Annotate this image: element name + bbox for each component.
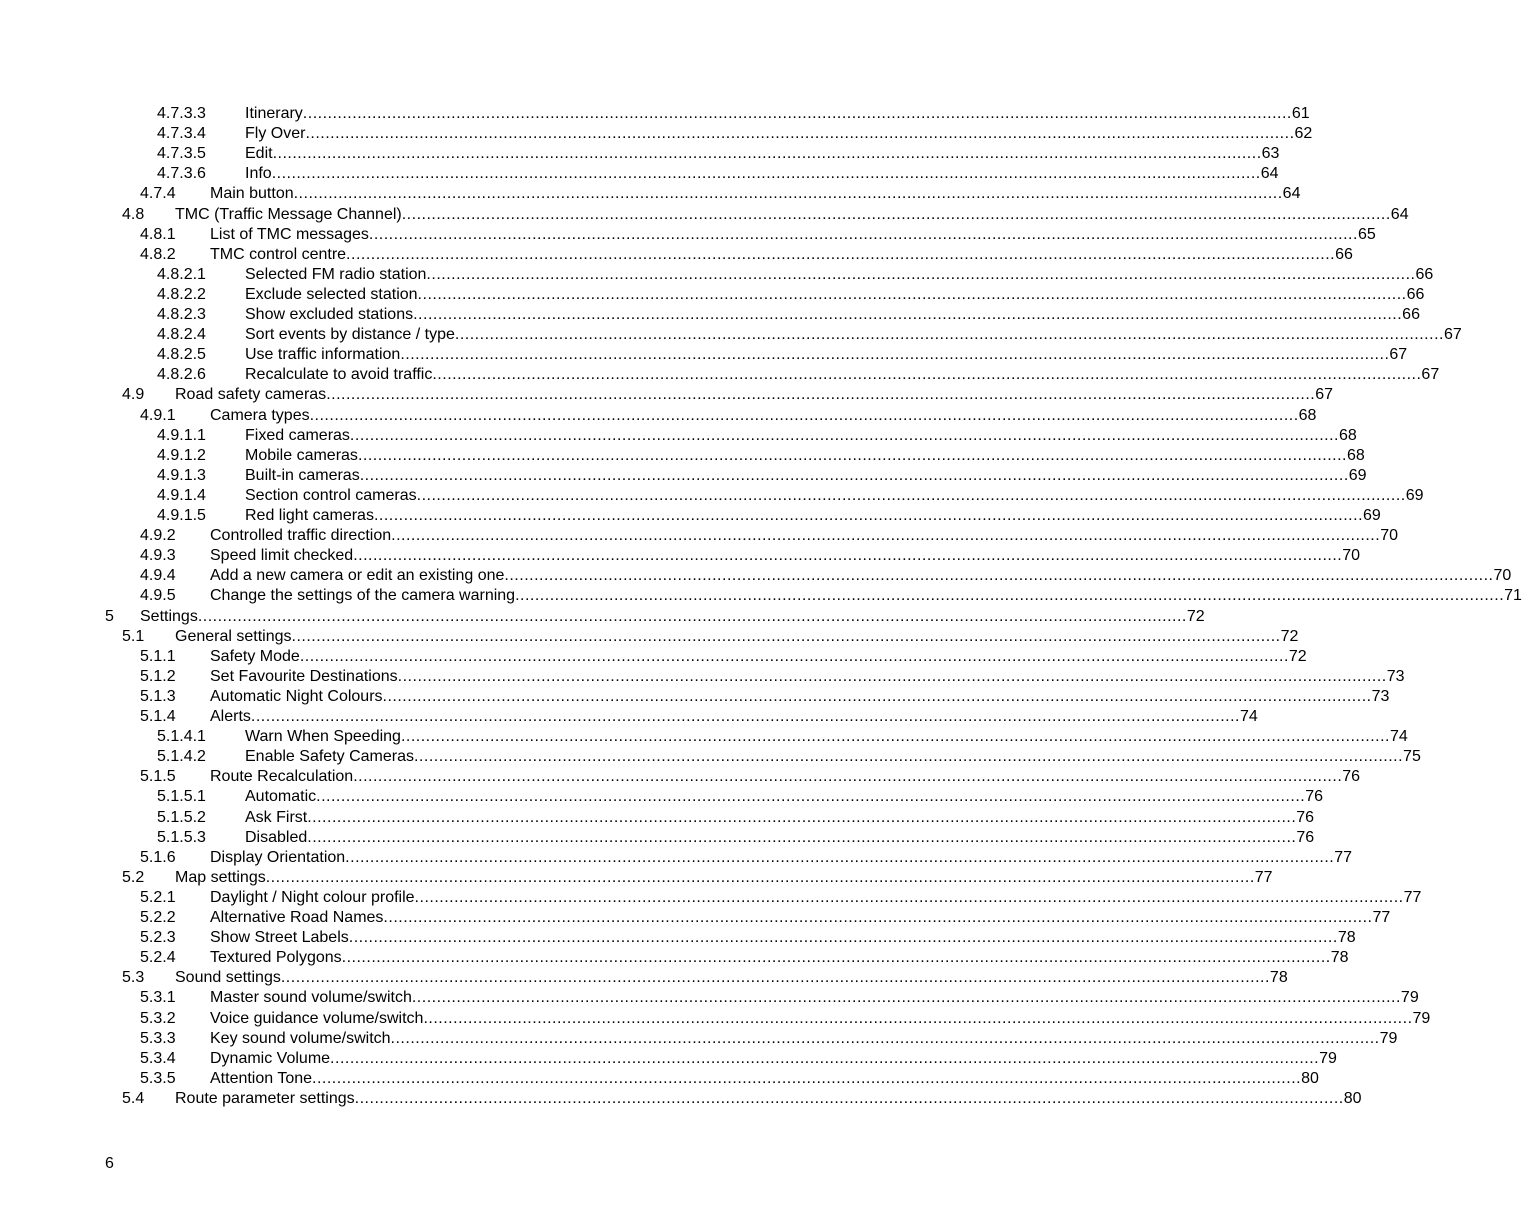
toc-entry[interactable] — [0, 546, 1361, 566]
toc-entry-page: 70 — [1493, 567, 1512, 585]
toc-entry-number: 5.1.5.3 — [157, 828, 206, 846]
toc-entry-number: 4.8.2.3 — [157, 306, 206, 323]
toc-entry[interactable] — [0, 586, 1522, 606]
toc-entry-number: 4.7.4 — [140, 185, 176, 203]
toc-entry-page: 68 — [1347, 446, 1365, 464]
toc-dot-leader: ........................................................................................................................................................................................................ — [417, 285, 1407, 303]
toc-entry-page: 78 — [1330, 949, 1349, 967]
toc-entry-title: Exclude selected station — [245, 285, 418, 303]
toc-entry-title: Fly Over — [245, 125, 306, 143]
toc-entry-title: TMC (Traffic Message Channel) — [175, 205, 402, 223]
toc-entry[interactable] — [0, 144, 1280, 164]
toc-entry-title: General settings — [175, 627, 292, 645]
toc-entry[interactable] — [0, 526, 1398, 546]
toc-entry-title: Red light cameras — [245, 507, 374, 524]
toc-entry-page: 67 — [1389, 346, 1408, 364]
toc-entry-number: 5.1.3 — [140, 687, 176, 705]
toc-entry-title: Voice guidance volume/switch — [210, 1009, 424, 1027]
toc-entry-page: 76 — [1342, 768, 1361, 786]
toc-dot-leader: ........................................................................................................................................................................................................ — [299, 647, 1289, 665]
toc-dot-leader: ........................................................................................................................................................................................................ — [357, 446, 1347, 464]
toc-dot-leader: ........................................................................................................................................................................................................ — [411, 989, 1401, 1007]
toc-dot-leader: ........................................................................................................................................................................................................ — [280, 969, 1270, 987]
toc-dot-leader: ........................................................................................................................................................................................................ — [271, 165, 1261, 183]
toc-entry-page: 65 — [1357, 225, 1376, 243]
toc-entry[interactable] — [0, 968, 1288, 988]
toc-entry[interactable] — [0, 406, 1317, 426]
toc-entry-number: 5.3.1 — [140, 989, 176, 1007]
toc-entry-number: 5.1.4 — [140, 708, 176, 725]
toc-entry[interactable] — [0, 607, 1205, 627]
toc-entry-page: 63 — [1261, 145, 1280, 163]
toc-entry-number: 4.8.1 — [140, 225, 176, 243]
toc-entry-page: 66 — [1402, 306, 1420, 323]
toc-dot-leader: ........................................................................................................................................................................................................ — [341, 949, 1331, 967]
toc-entry-page: 64 — [1282, 185, 1301, 203]
toc-entry-title: Enable Safety Cameras — [245, 748, 414, 766]
toc-entry-title: TMC control centre — [210, 245, 347, 263]
toc-dot-leader: ........................................................................................................................................................................................................ — [504, 567, 1494, 585]
toc-dot-leader: ........................................................................................................................................................................................................ — [432, 366, 1422, 384]
toc-entry-title: Attention Tone — [210, 1069, 313, 1087]
toc-entry-title: Fixed cameras — [245, 426, 350, 444]
toc-entry-title: Selected FM radio station — [245, 265, 427, 283]
toc-entry[interactable] — [0, 888, 1422, 908]
toc-entry-number: 4.8.2 — [140, 245, 176, 263]
toc-entry[interactable] — [0, 466, 1367, 486]
toc-entry-page: 79 — [1379, 1029, 1398, 1047]
toc-entry[interactable] — [0, 948, 1349, 968]
toc-entry-number: 4.9.5 — [140, 587, 176, 605]
toc-entry-number: 5.3.3 — [140, 1029, 176, 1047]
toc-dot-leader: ........................................................................................................................................................................................................ — [515, 587, 1505, 605]
toc-entry-number: 4.8.2.4 — [157, 326, 206, 344]
toc-entry-title: Key sound volume/switch — [210, 1029, 391, 1047]
toc-entry-page: 66 — [1406, 285, 1425, 303]
toc-entry-page: 79 — [1412, 1009, 1431, 1027]
toc-entry[interactable] — [0, 848, 1353, 868]
toc-dot-leader: ........................................................................................................................................................................................................ — [414, 888, 1404, 906]
toc-dot-leader: ........................................................................................................................................................................................................ — [293, 185, 1283, 203]
toc-entry-page: 67 — [1421, 366, 1440, 384]
toc-entry-number: 5.1.2 — [140, 667, 176, 685]
toc-dot-leader: ........................................................................................................................................................................................................ — [416, 486, 1406, 504]
toc-entry-title: Road safety cameras — [175, 386, 327, 404]
toc-entry-page: 75 — [1403, 748, 1421, 766]
toc-entry-number: 4.8 — [122, 205, 145, 223]
toc-dot-leader: ........................................................................................................................................................................................................ — [382, 687, 1372, 705]
toc-dot-leader: ........................................................................................................................................................................................................ — [305, 125, 1295, 143]
toc-entry-title: Master sound volume/switch — [210, 989, 412, 1007]
toc-entry-title: Route Recalculation — [210, 768, 354, 786]
toc-dot-leader: ........................................................................................................................................................................................................ — [359, 466, 1349, 484]
toc-entry-title: Main button — [210, 185, 294, 203]
toc-entry[interactable] — [0, 124, 1313, 144]
toc-entry-page: 80 — [1301, 1069, 1319, 1087]
toc-entry-number: 5.1.5.2 — [157, 808, 206, 826]
toc-dot-leader: ........................................................................................................................................................................................................ — [309, 406, 1299, 424]
toc-entry-page: 72 — [1288, 647, 1307, 665]
toc-entry[interactable] — [0, 385, 1334, 405]
toc-dot-leader: ........................................................................................................................................................................................................ — [197, 607, 1187, 625]
toc-dot-leader: ........................................................................................................................................................................................................ — [454, 326, 1444, 344]
toc-entry-page: 69 — [1363, 507, 1381, 524]
toc-entry-page: 73 — [1386, 667, 1405, 685]
toc-dot-leader: ........................................................................................................................................................................................................ — [346, 245, 1336, 263]
toc-dot-leader: ........................................................................................................................................................................................................ — [413, 748, 1404, 766]
toc-entry-title: Speed limit checked — [210, 547, 354, 565]
toc-entry-number: 5.3.4 — [140, 1049, 176, 1067]
toc-entry-title: Recalculate to avoid traffic — [245, 366, 433, 384]
toc-entry-number: 5.1.1 — [140, 647, 176, 665]
page-number: 6 — [105, 1155, 114, 1172]
toc-entry-title: Ask First — [245, 808, 308, 826]
toc-entry-page: 79 — [1400, 989, 1419, 1007]
toc-entry-number: 4.9.1.4 — [157, 486, 206, 504]
toc-entry-number: 5 — [105, 607, 114, 625]
toc-entry-title: Daylight / Night colour profile — [210, 888, 415, 906]
toc-dot-leader: ........................................................................................................................................................................................................ — [307, 808, 1297, 826]
toc-entry[interactable] — [0, 1009, 1431, 1029]
toc-entry-page: 67 — [1443, 326, 1462, 344]
toc-entry-page: 72 — [1280, 627, 1299, 645]
toc-entry-title: Sound settings — [175, 969, 281, 987]
toc-dot-leader: ........................................................................................................................................................................................................ — [316, 788, 1306, 806]
toc-dot-leader: ........................................................................................................................................................................................................ — [307, 828, 1297, 846]
toc-entry-number: 4.7.3.6 — [157, 165, 206, 183]
toc-entry-number: 4.8.2.2 — [157, 285, 206, 303]
toc-dot-leader: ........................................................................................................................................................................................................ — [348, 929, 1338, 947]
toc-entry-title: Alternative Road Names — [210, 909, 384, 926]
toc-entry[interactable] — [0, 988, 1419, 1008]
toc-entry[interactable] — [0, 1069, 1319, 1089]
toc-entry-page: 74 — [1239, 708, 1258, 725]
toc-entry-number: 5.1.5 — [140, 768, 176, 786]
toc-dot-leader: ........................................................................................................................................................................................................ — [397, 667, 1387, 685]
toc-entry-page: 66 — [1335, 245, 1353, 263]
toc-entry-number: 5.2.4 — [140, 949, 176, 967]
toc-entry-page: 77 — [1334, 848, 1353, 866]
toc-entry-number: 4.9.1.2 — [157, 446, 206, 464]
toc-entry-page: 69 — [1348, 466, 1367, 484]
toc-entry-page: 70 — [1380, 527, 1398, 545]
toc-entry-title: Safety Mode — [210, 647, 300, 665]
toc-entry-page: 62 — [1294, 125, 1313, 143]
toc-dot-leader: ........................................................................................................................................................................................................ — [413, 306, 1403, 323]
toc-entry-page: 77 — [1254, 868, 1273, 886]
toc-entry-number: 4.8.2.6 — [157, 366, 206, 384]
toc-entry[interactable] — [0, 365, 1440, 385]
toc-entry-number: 4.9.1.5 — [157, 507, 206, 524]
toc-entry-number: 4.7.3.3 — [157, 105, 206, 122]
toc-entry-number: 5.2 — [122, 868, 145, 886]
toc-entry-page: 72 — [1186, 607, 1205, 625]
toc-entry[interactable] — [0, 647, 1307, 667]
toc-dot-leader: ........................................................................................................................................................................................................ — [272, 145, 1262, 163]
toc-entry-page: 71 — [1504, 587, 1522, 605]
toc-entry-number: 5.1.5.1 — [157, 788, 206, 806]
toc-dot-leader: ........................................................................................................................................................................................................ — [291, 627, 1281, 645]
toc-entry[interactable] — [0, 1089, 1362, 1109]
toc-entry[interactable] — [0, 627, 1299, 647]
toc-entry-title: Warn When Speeding — [245, 728, 401, 746]
toc-entry-title: Disabled — [245, 828, 308, 846]
toc-dot-leader: ........................................................................................................................................................................................................ — [312, 1069, 1302, 1087]
toc-entry-number: 5.3 — [122, 969, 145, 987]
toc-entry-title: Info — [245, 165, 272, 183]
toc-entry-page: 76 — [1305, 788, 1323, 806]
toc-entry-title: Map settings — [175, 868, 266, 886]
toc-entry[interactable] — [0, 245, 1353, 265]
toc-entry-page: 70 — [1342, 547, 1361, 565]
toc-entry-number: 4.9.3 — [140, 547, 176, 565]
toc-entry-title: Alerts — [210, 708, 251, 725]
toc-entry[interactable] — [0, 325, 1462, 345]
toc-entry-title: Set Favourite Destinations — [210, 667, 398, 685]
toc-entry[interactable] — [0, 205, 1409, 225]
toc-entry-page: 61 — [1291, 105, 1310, 122]
toc-entry-page: 77 — [1372, 909, 1391, 926]
toc-entry-title: Show Street Labels — [210, 929, 349, 947]
toc-dot-leader: ........................................................................................................................................................................................................ — [330, 1049, 1320, 1067]
toc-entry-number: 4.9.1.3 — [157, 466, 206, 484]
toc-entry-number: 5.2.3 — [140, 929, 176, 947]
toc-entry[interactable] — [0, 265, 1434, 285]
toc-dot-leader: ........................................................................................................................................................................................................ — [391, 527, 1381, 545]
toc-entry-title: Settings — [140, 607, 198, 625]
toc-entry-title: Built-in cameras — [245, 466, 360, 484]
toc-entry-title: Itinerary — [245, 105, 303, 122]
toc-entry[interactable] — [0, 426, 1357, 446]
toc-entry-title: Textured Polygons — [210, 949, 342, 967]
toc-entry-number: 4.9.2 — [140, 527, 176, 545]
toc-entry-number: 5.1 — [122, 627, 145, 645]
toc-entry[interactable] — [0, 808, 1315, 828]
toc-entry[interactable] — [0, 1049, 1337, 1069]
toc-entry[interactable] — [0, 285, 1425, 305]
toc-entry-title: Camera types — [210, 406, 310, 424]
toc-entry-title: Change the settings of the camera warning — [210, 587, 516, 605]
toc-dot-leader: ........................................................................................................................................................................................................ — [401, 205, 1391, 223]
toc-entry-title: Show excluded stations — [245, 306, 414, 323]
toc-entry-number: 5.4 — [122, 1089, 145, 1107]
toc-entry-title: Controlled traffic direction — [210, 527, 392, 545]
toc-entry-page: 64 — [1260, 165, 1279, 183]
toc-entry-page: 68 — [1338, 426, 1357, 444]
toc-entry-title: Add a new camera or edit an existing one — [210, 567, 505, 585]
toc-entry[interactable] — [0, 566, 1512, 586]
toc-dot-leader: ........................................................................................................................................................................................................ — [326, 386, 1316, 404]
toc-entry-page: 66 — [1415, 265, 1434, 283]
toc-entry-title: List of TMC messages — [210, 225, 369, 243]
toc-dot-leader: ........................................................................................................................................................................................................ — [265, 868, 1255, 886]
toc-entry[interactable] — [0, 747, 1421, 767]
toc-entry-number: 5.2.2 — [140, 909, 176, 926]
toc-entry-number: 5.1.6 — [140, 848, 176, 866]
toc-entry-number: 4.7.3.5 — [157, 145, 206, 163]
toc-entry-page: 73 — [1371, 687, 1390, 705]
toc-entry[interactable] — [0, 506, 1381, 526]
toc-entry[interactable] — [0, 225, 1376, 245]
toc-entry-page: 76 — [1296, 808, 1315, 826]
toc-entry-page: 78 — [1337, 929, 1356, 947]
toc-entry[interactable] — [0, 928, 1356, 948]
toc-dot-leader: ........................................................................................................................................................................................................ — [354, 1089, 1344, 1107]
toc-entry-number: 5.3.5 — [140, 1069, 176, 1087]
toc-entry-title: Use traffic information — [245, 346, 401, 364]
toc-entry-number: 4.8.2.1 — [157, 265, 206, 283]
toc-entry[interactable] — [0, 446, 1365, 466]
toc-dot-leader: ........................................................................................................................................................................................................ — [400, 346, 1390, 364]
toc-dot-leader: ........................................................................................................................................................................................................ — [373, 507, 1364, 524]
toc-entry-title: Dynamic Volume — [210, 1049, 331, 1067]
toc-entry-number: 5.3.2 — [140, 1009, 176, 1027]
toc-dot-leader: ........................................................................................................................................................................................................ — [345, 848, 1335, 866]
toc-dot-leader: ........................................................................................................................................................................................................ — [423, 1009, 1413, 1027]
toc-entry[interactable] — [0, 104, 1310, 124]
toc-entry[interactable] — [0, 828, 1315, 848]
toc-entry[interactable] — [0, 345, 1408, 365]
toc-entry[interactable] — [0, 787, 1323, 807]
toc-entry-number: 5.2.1 — [140, 888, 176, 906]
toc-entry-number: 4.7.3.4 — [157, 125, 206, 143]
toc-entry-page: 80 — [1343, 1089, 1362, 1107]
toc-entry-title: Automatic — [245, 788, 317, 806]
toc-dot-leader: ........................................................................................................................................................................................................ — [368, 225, 1358, 243]
toc-entry[interactable] — [0, 908, 1391, 928]
toc-entry[interactable] — [0, 667, 1405, 687]
toc-entry[interactable] — [0, 305, 1420, 325]
toc-entry-page: 79 — [1319, 1049, 1337, 1067]
toc-entry-title: Edit — [245, 145, 273, 163]
toc-entry-page: 74 — [1390, 728, 1408, 746]
toc-entry[interactable] — [0, 868, 1273, 888]
toc-dot-leader: ........................................................................................................................................................................................................ — [353, 768, 1343, 786]
toc-entry-number: 5.1.4.2 — [157, 748, 206, 766]
toc-entry-number: 4.9.1 — [140, 406, 176, 424]
toc-entry-title: Section control cameras — [245, 486, 417, 504]
toc-entry[interactable] — [0, 164, 1279, 184]
toc-dot-leader: ........................................................................................................................................................................................................ — [302, 105, 1292, 122]
toc-entry[interactable] — [0, 767, 1361, 787]
toc-entry-page: 76 — [1296, 828, 1315, 846]
toc-entry-page: 69 — [1405, 486, 1424, 504]
toc-dot-leader: ........................................................................................................................................................................................................ — [400, 728, 1390, 746]
toc-entry-page: 67 — [1315, 386, 1334, 404]
toc-dot-leader: ........................................................................................................................................................................................................ — [250, 708, 1240, 725]
toc-entry-title: Display Orientation — [210, 848, 346, 866]
toc-dot-leader: ........................................................................................................................................................................................................ — [349, 426, 1339, 444]
toc-dot-leader: ........................................................................................................................................................................................................ — [383, 909, 1373, 926]
toc-entry-page: 77 — [1403, 888, 1422, 906]
toc-entry-page: 78 — [1269, 969, 1288, 987]
toc-entry[interactable] — [0, 486, 1424, 506]
toc-entry-title: Mobile cameras — [245, 446, 358, 464]
toc-entry[interactable] — [0, 184, 1301, 204]
toc-entry[interactable] — [0, 687, 1390, 707]
toc-entry-number: 5.1.4.1 — [157, 728, 206, 746]
toc-entry[interactable] — [0, 727, 1408, 747]
toc-entry[interactable] — [0, 1029, 1398, 1049]
toc-entry-number: 4.9.1.1 — [157, 426, 206, 444]
toc-entry-title: Automatic Night Colours — [210, 687, 383, 705]
toc-entry[interactable] — [0, 707, 1258, 727]
toc-dot-leader: ........................................................................................................................................................................................................ — [353, 547, 1343, 565]
toc-entry-number: 4.9.4 — [140, 567, 176, 585]
toc-entry-title: Sort events by distance / type — [245, 326, 455, 344]
toc-entry-page: 68 — [1298, 406, 1317, 424]
toc-entry-title: Route parameter settings — [175, 1089, 355, 1107]
toc-dot-leader: ........................................................................................................................................................................................................ — [390, 1029, 1380, 1047]
toc-entry-page: 64 — [1390, 205, 1409, 223]
toc-dot-leader: ........................................................................................................................................................................................................ — [426, 265, 1416, 283]
toc-entry-number: 4.9 — [122, 386, 145, 404]
toc-entry-number: 4.8.2.5 — [157, 346, 206, 364]
